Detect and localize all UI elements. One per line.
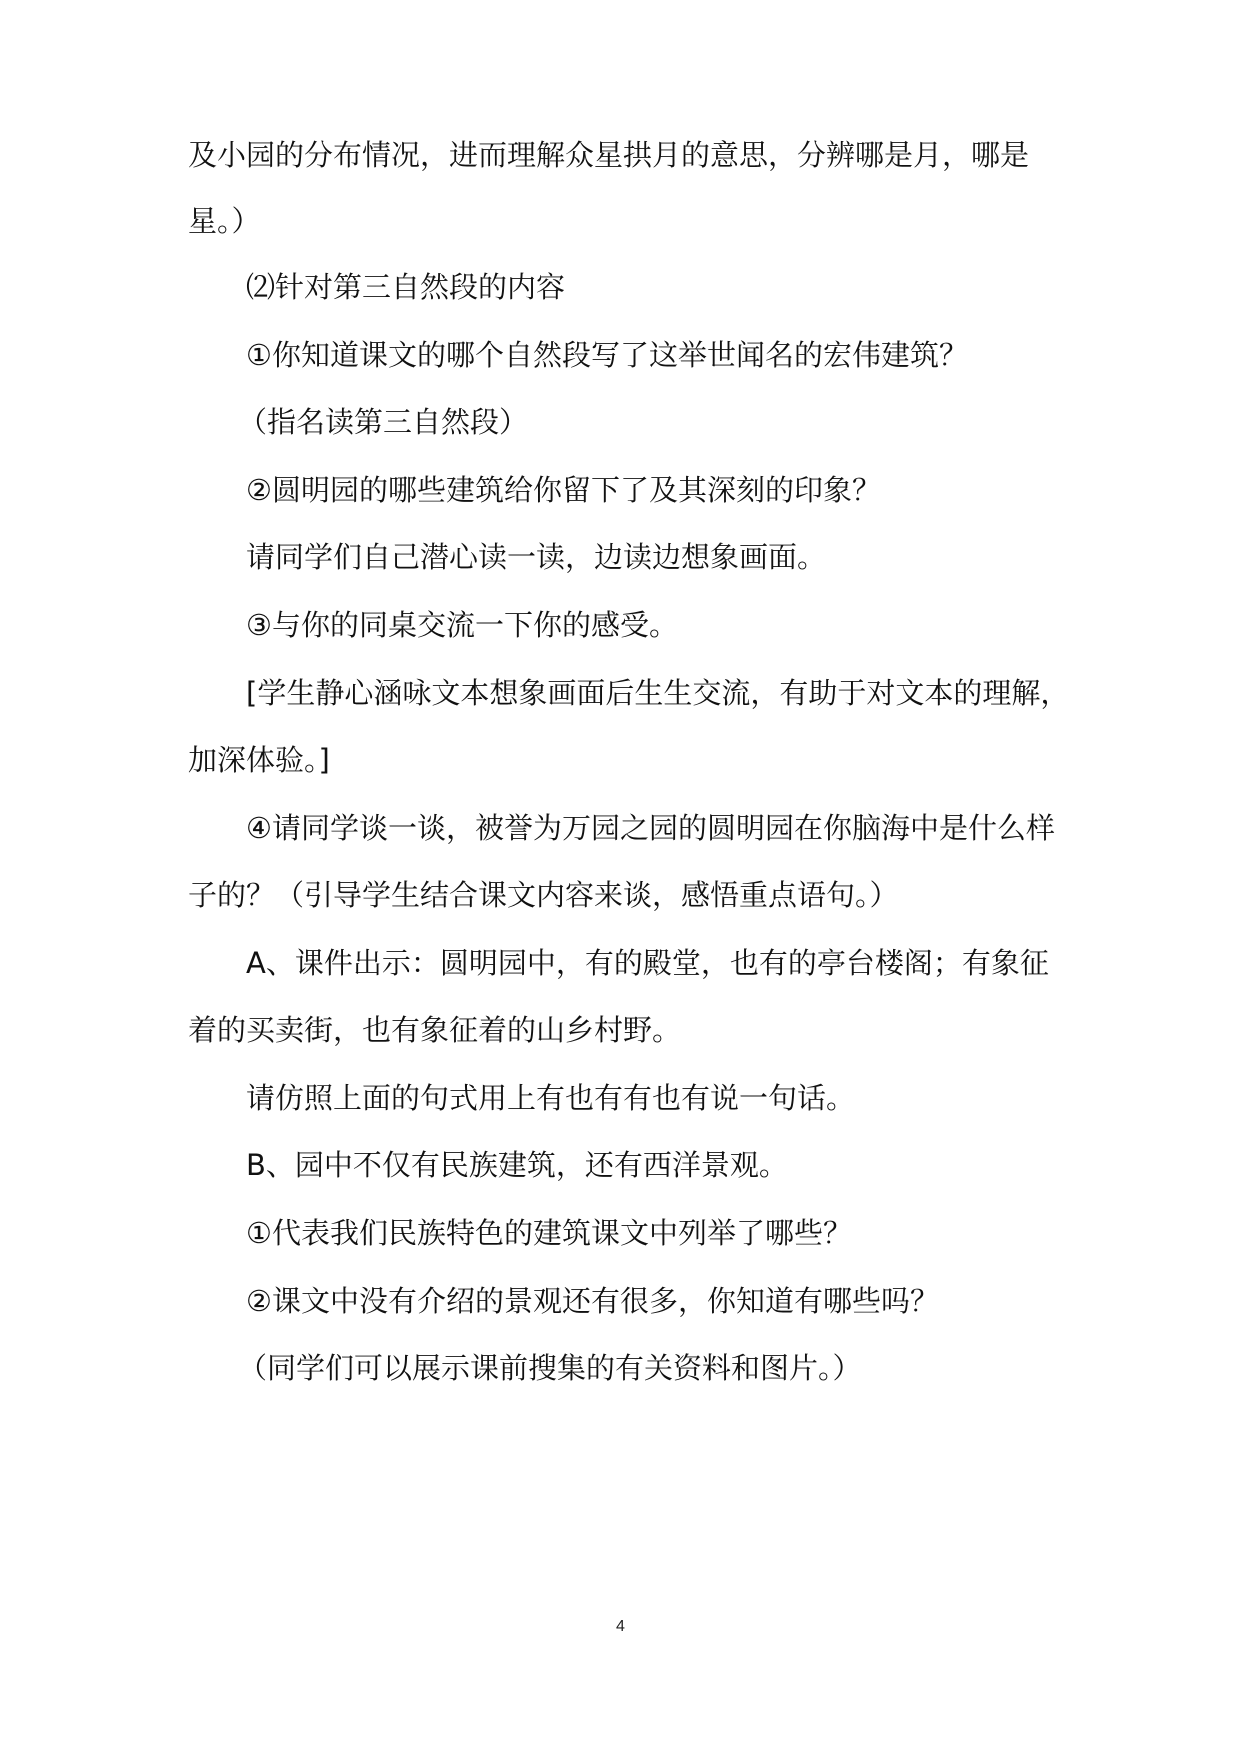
paragraph-line: 及小园的分布情况，进而理解众星拱月的意思，分辨哪是月，哪是 [188, 138, 1030, 172]
paragraph-line: 加深体验。] [188, 743, 330, 777]
paragraph-line: ③与你的同桌交流一下你的感受。 [246, 608, 678, 642]
paragraph-line: 请仿照上面的句式用上有也有有也有说一句话。 [246, 1081, 856, 1115]
paragraph-line: ④请同学谈一谈，被誉为万园之园的圆明园在你脑海中是什么样 [246, 811, 1055, 845]
paragraph-line: （指名读第三自然段） [238, 405, 529, 439]
paragraph-line: （同学们可以展示课前搜集的有关资料和图片。） [238, 1351, 862, 1385]
paragraph-line: 子的？（引导学生结合课文内容来谈，感悟重点语句。） [188, 878, 899, 912]
paragraph-line: ⑵针对第三自然段的内容 [246, 270, 566, 304]
paragraph-line: ②圆明园的哪些建筑给你留下了及其深刻的印象？ [246, 473, 881, 507]
paragraph-line: 请同学们自己潜心读一读，边读边想象画面。 [246, 540, 827, 574]
paragraph-line: ①代表我们民族特色的建筑课文中列举了哪些？ [246, 1216, 852, 1250]
paragraph-line: [学生静心涵咏文本想象画面后生生交流，有助于对文本的理解， [246, 676, 1070, 710]
paragraph-line: 星。） [188, 204, 261, 238]
paragraph-line: ①你知道课文的哪个自然段写了这举世闻名的宏伟建筑？ [246, 338, 968, 372]
paragraph-line: B、园中不仅有民族建筑，还有西洋景观。 [246, 1148, 788, 1182]
paragraph-line: 着的买卖街，也有象征着的山乡村野。 [188, 1013, 682, 1047]
page-number: 4 [616, 1618, 625, 1635]
paragraph-line: A、课件出示：圆明园中，有的殿堂，也有的亭台楼阁；有象征 [246, 946, 1049, 980]
paragraph-line: ②课文中没有介绍的景观还有很多，你知道有哪些吗？ [246, 1284, 939, 1318]
